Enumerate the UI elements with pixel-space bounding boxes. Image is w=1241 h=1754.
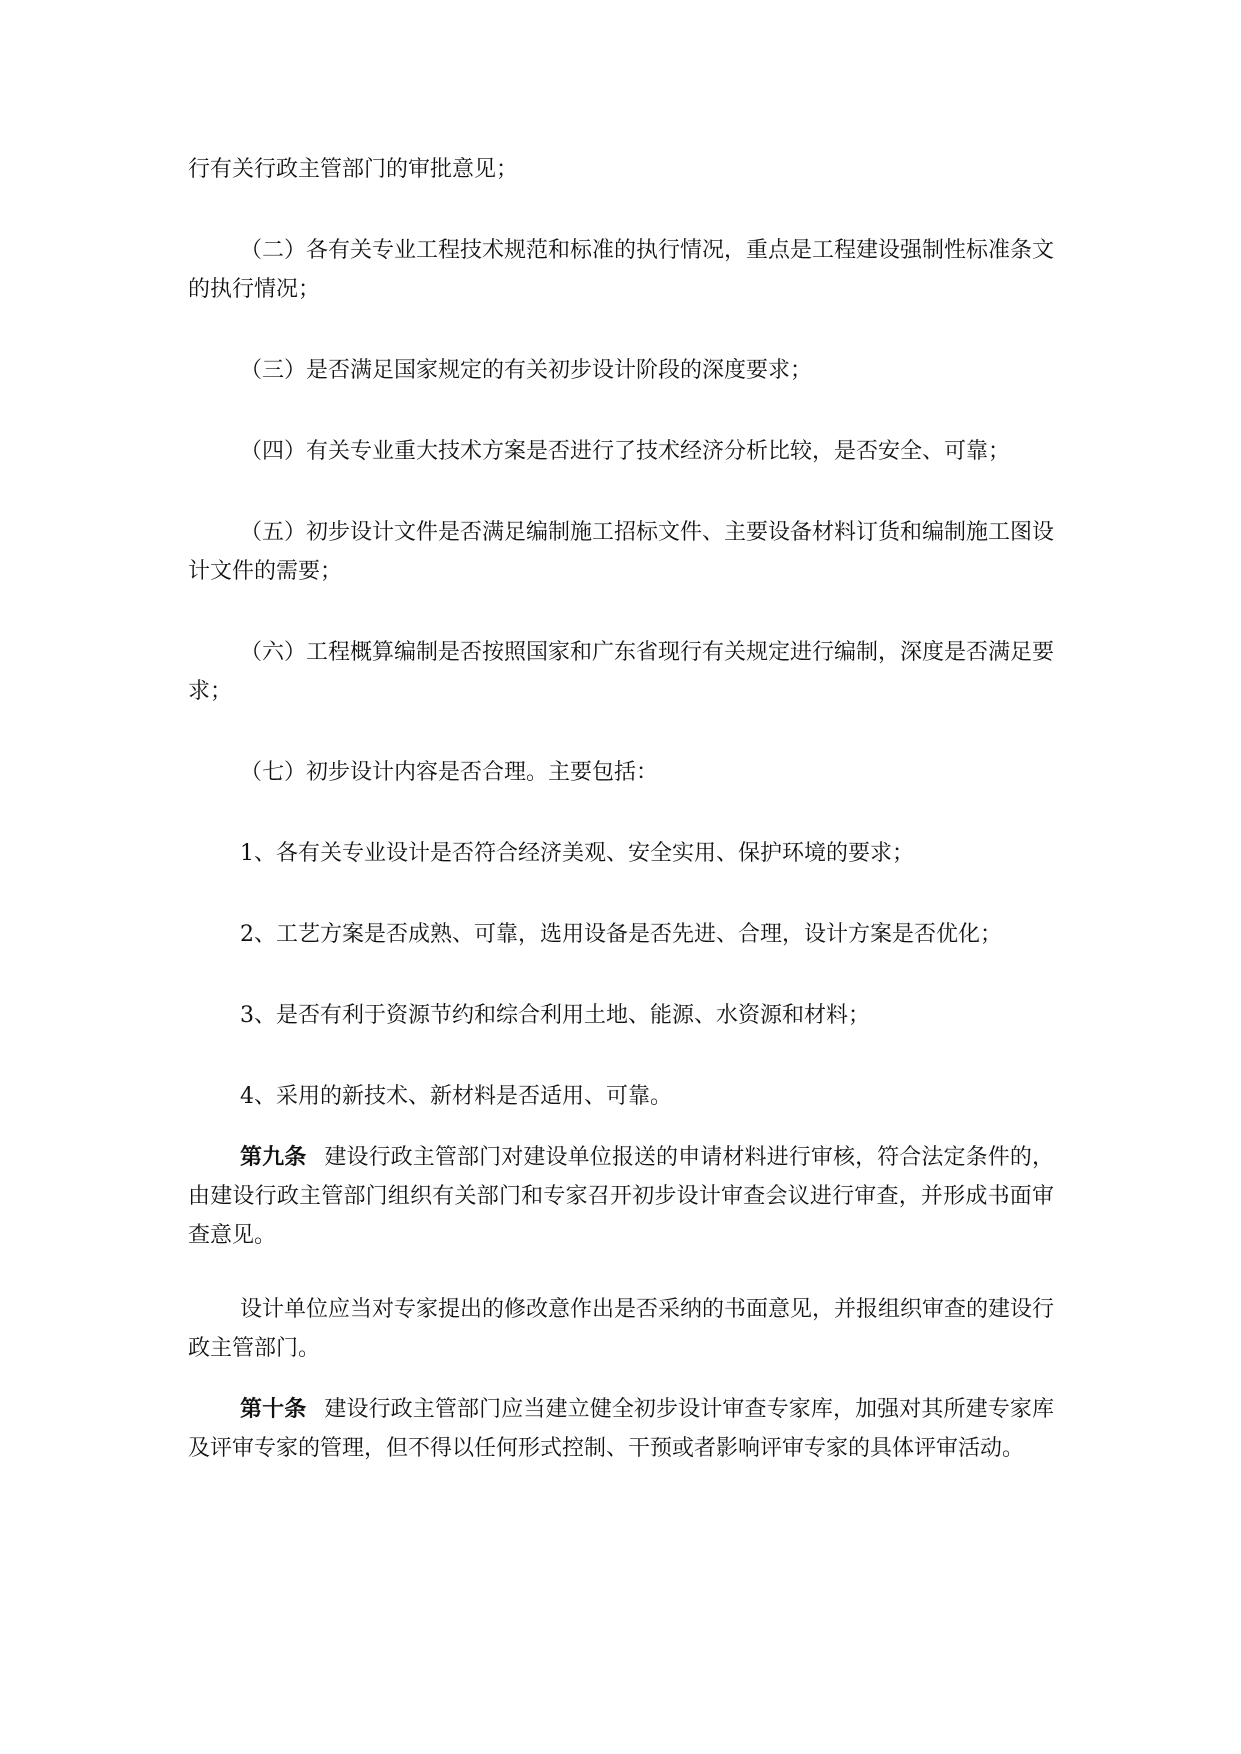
article-10 [188,1390,1054,1468]
article-9 [188,1138,1054,1255]
document-page [188,150,1054,1468]
paragraph-continuation: 行有关行政主管部门的审批意见； [188,157,519,182]
paragraph-design-unit: 设计单位应当对专家提出的修改意作出是否采纳的书面意见，并报组织审查的建设行政主管部门。 [188,1297,1055,1361]
paragraph-item-7: （七）初步设计内容是否合理。主要包括： [240,760,659,785]
paragraph-item-4: （四）有关专业重大技术方案是否进行了技术经济分析比较，是否安全、可靠； [240,439,1011,464]
paragraph-subitem-4: 4、采用的新技术、新材料是否适用、可靠。 [240,1084,672,1109]
paragraph-item-6: （六）工程概算编制是否按照国家和广东省现行有关规定进行编制，深度是否满足要求； [188,640,1055,704]
article-9-label: 第九条 [240,1145,307,1170]
paragraph-subitem-3: 3、是否有利于资源节约和综合利用土地、能源、水资源和材料； [240,1003,870,1028]
paragraph-subitem-1: 1、各有关专业设计是否符合经济美观、安全实用、保护环境的要求； [240,841,914,866]
paragraph-subitem-2: 2、工艺方案是否成熟、可靠，选用设备是否先进、合理，设计方案是否优化； [240,922,1002,947]
article-10-label: 第十条 [240,1397,307,1422]
article-10-text: 建设行政主管部门应当建立健全初步设计审查专家库，加强对其所建专家库及评审专家的管理，但不得以任何形式控制、干预或者影响评审专家的具体评审活动。 [188,1397,1054,1461]
article-9-text: 建设行政主管部门对建设单位报送的申请材料进行审核，符合法定条件的，由建设行政主管部门组织有关部门和专家召开初步设计审查会议进行审查，并形成书面审查意见。 [188,1145,1054,1248]
paragraph-item-5: （五）初步设计文件是否满足编制施工招标文件、主要设备材料订货和编制施工图设计文件的需要； [188,520,1055,584]
paragraph-item-2: （二）各有关专业工程技术规范和标准的执行情况，重点是工程建设强制性标准条文的执行情况； [188,238,1055,302]
paragraph-item-3: （三）是否满足国家规定的有关初步设计阶段的深度要求； [240,358,813,383]
